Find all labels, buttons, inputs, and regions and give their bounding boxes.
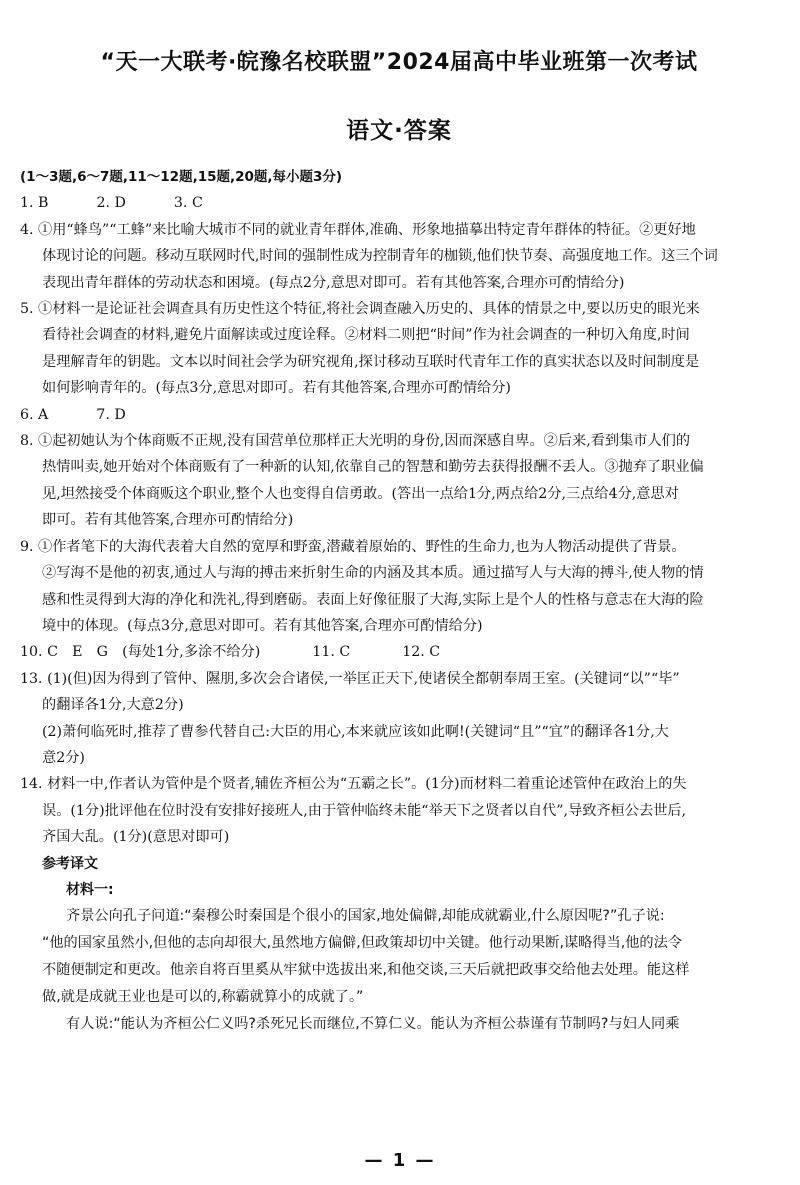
page-number: — 1 — (364, 1150, 436, 1171)
answer-line: 13. (1)(但)因为得到了管仲、隰朋,多次会合诸侯,一举匡正天下,使诸侯全都朝奉周王室。(关键词“以”“毕” (20, 670, 680, 687)
answer-line: 9. ①作者笔下的大海代表着大自然的宽厚和野蛮,潜藏着原始的、野性的生命力,也为人物活动提供了背景。 (20, 538, 686, 555)
answer-q13 (20, 666, 778, 772)
translation-line: 做,就是成就王业也是可以的,称霸就算小的成就了。” (42, 989, 364, 1006)
answer-line: 境中的体现。(每点3分,意思对即可。若有其他答案,合理亦可酌情给分) (42, 617, 483, 634)
answer-line: 看待社会调查的材料,避免片面解读或过度诠释。②材料二则把“时间”作为社会调查的一种切入角度,时间 (42, 327, 690, 344)
answer-line: 意2分) (42, 749, 85, 766)
answer-line: 即可。若有其他答案,合理亦可酌情给分) (42, 512, 294, 529)
answer-q1: 1. B (20, 195, 49, 212)
answer-line: 齐国大乱。(1分)(意思对即可) (42, 829, 230, 846)
scoring-note: (1～3题,6～7题,11～12题,15题,20题,每小题3分) (20, 169, 343, 185)
translation-line: 不随便制定和更改。他亲自将百里奚从牢狱中选拔出来,和他交谈,三天后就把政事交给他去处理。能这样 (42, 962, 690, 979)
answer-q8 (20, 428, 778, 534)
answer-line: 见,坦然接受个体商贩这个职业,整个人也变得自信勇敢。(答出一点给1分,两点给2分,三点给4分,意思对 (42, 485, 679, 502)
answer-q14 (20, 771, 778, 850)
answer-line: 是理解青年的钥匙。文本以时间社会学为研究视角,探讨移动互联时代青年工作的真实状态以及时间制度是 (42, 353, 700, 370)
answer-line: 14. 材料一中,作者认为管仲是个贤者,辅佐齐桓公为“五霸之长”。(1分)而材料二着重论述管仲在政治上的失 (20, 776, 687, 793)
material-one-heading: 材料一: (66, 881, 114, 898)
answer-q9 (20, 534, 778, 640)
answer-q4 (20, 217, 778, 296)
answer-line: 误。(1分)批评他在位时没有安排好接班人,由于管仲临终未能“举天下之贤者以自代”,导致齐桓公去世后, (42, 802, 687, 819)
answer-line: 表现出青年群体的劳动状态和困境。(每点2分,意思对即可。若有其他答案,合理亦可酌情给分) (42, 274, 625, 291)
translation-line: 有人说:“能认为齐桓公仁义吗?杀死兄长而继位,不算仁义。能认为齐桓公恭谨有节制吗?与妇人同乘 (66, 1016, 680, 1033)
answer-line: ②写海不是他的初衷,通过人与海的搏击来折射生命的内涵及其本质。通过描写人与大海的搏斗,使人物的情 (42, 565, 704, 582)
answer-line: 体现讨论的问题。移动互联网时代,时间的强制性成为控制青年的枷锁,他们快节奏、高强度地工作。这三个词 (42, 248, 718, 265)
answer-line: 感和性灵得到大海的净化和洗礼,得到磨砺。表面上好像征服了大海,实际上是个人的性格与意志在大海的险 (42, 591, 704, 608)
answer-line: 4. ①用“蜂鸟”“工蜂”来比喻大城市不同的就业青年群体,准确、形象地描摹出特定青年群体的特征。②更好地 (20, 221, 696, 238)
answers-q10-q12 (20, 639, 778, 665)
mc-answers-6-7 (20, 402, 778, 428)
translation-line: “他的国家虽然小,但他的志向却很大,虽然地方偏僻,但政策却切中关键。他行动果断,谋略得当,他的法令 (42, 935, 682, 952)
answer-line: 8. ①起初她认为个体商贩不正规,没有国营单位那样正大光明的身份,因而深感自卑。②后来,看到集市人们的 (20, 433, 691, 450)
answer-q2: 2. D (96, 195, 126, 212)
mc-answers-1-3 (20, 190, 778, 216)
translation-line: 齐景公向孔子问道:“秦穆公时秦国是个很小的国家,地处偏僻,却能成就霸业,什么原因呢?”孔子说: (66, 908, 665, 925)
subject-title: 语文·答案 (346, 118, 452, 144)
reference-translation (20, 903, 778, 1038)
answer-q3: 3. C (173, 195, 203, 212)
exam-title: “天一大联考·皖豫名校联盟”2024届高中毕业班第一次考试 (100, 50, 698, 75)
answer-line: 热情叫卖,她开始对个体商贩有了一种新的认知,依靠自己的智慧和勤劳去获得报酬不丢人。③抛弃了职业偏 (42, 459, 704, 476)
answer-line: 的翻译各1分,大意2分) (42, 697, 184, 714)
answer-q5 (20, 296, 778, 402)
answer-q11: 11. C (312, 644, 351, 661)
answer-line: 如何影响青年的。(每点3分,意思对即可。若有其他答案,合理亦可酌情给分) (42, 380, 511, 397)
answer-q12: 12. C (402, 644, 441, 661)
answer-q10: 10. C E G (每处1分,多涂不给分) (20, 644, 261, 661)
answer-line: 5. ①材料一是论证社会调查具有历史性这个特征,将社会调查融入历史的、具体的情景之中,要以历史的眼光来 (20, 301, 700, 318)
answer-line: (2)萧何临死时,推荐了曹参代替自己:大臣的用心,本来就应该如此啊!(关键词“且”“宜”的翻译各1分,大 (42, 723, 669, 740)
answer-q7: 7. D (96, 406, 126, 423)
reference-translation-heading: 参考译文 (42, 855, 98, 872)
answer-q6: 6. A (20, 406, 49, 423)
answer-content (20, 164, 778, 1038)
